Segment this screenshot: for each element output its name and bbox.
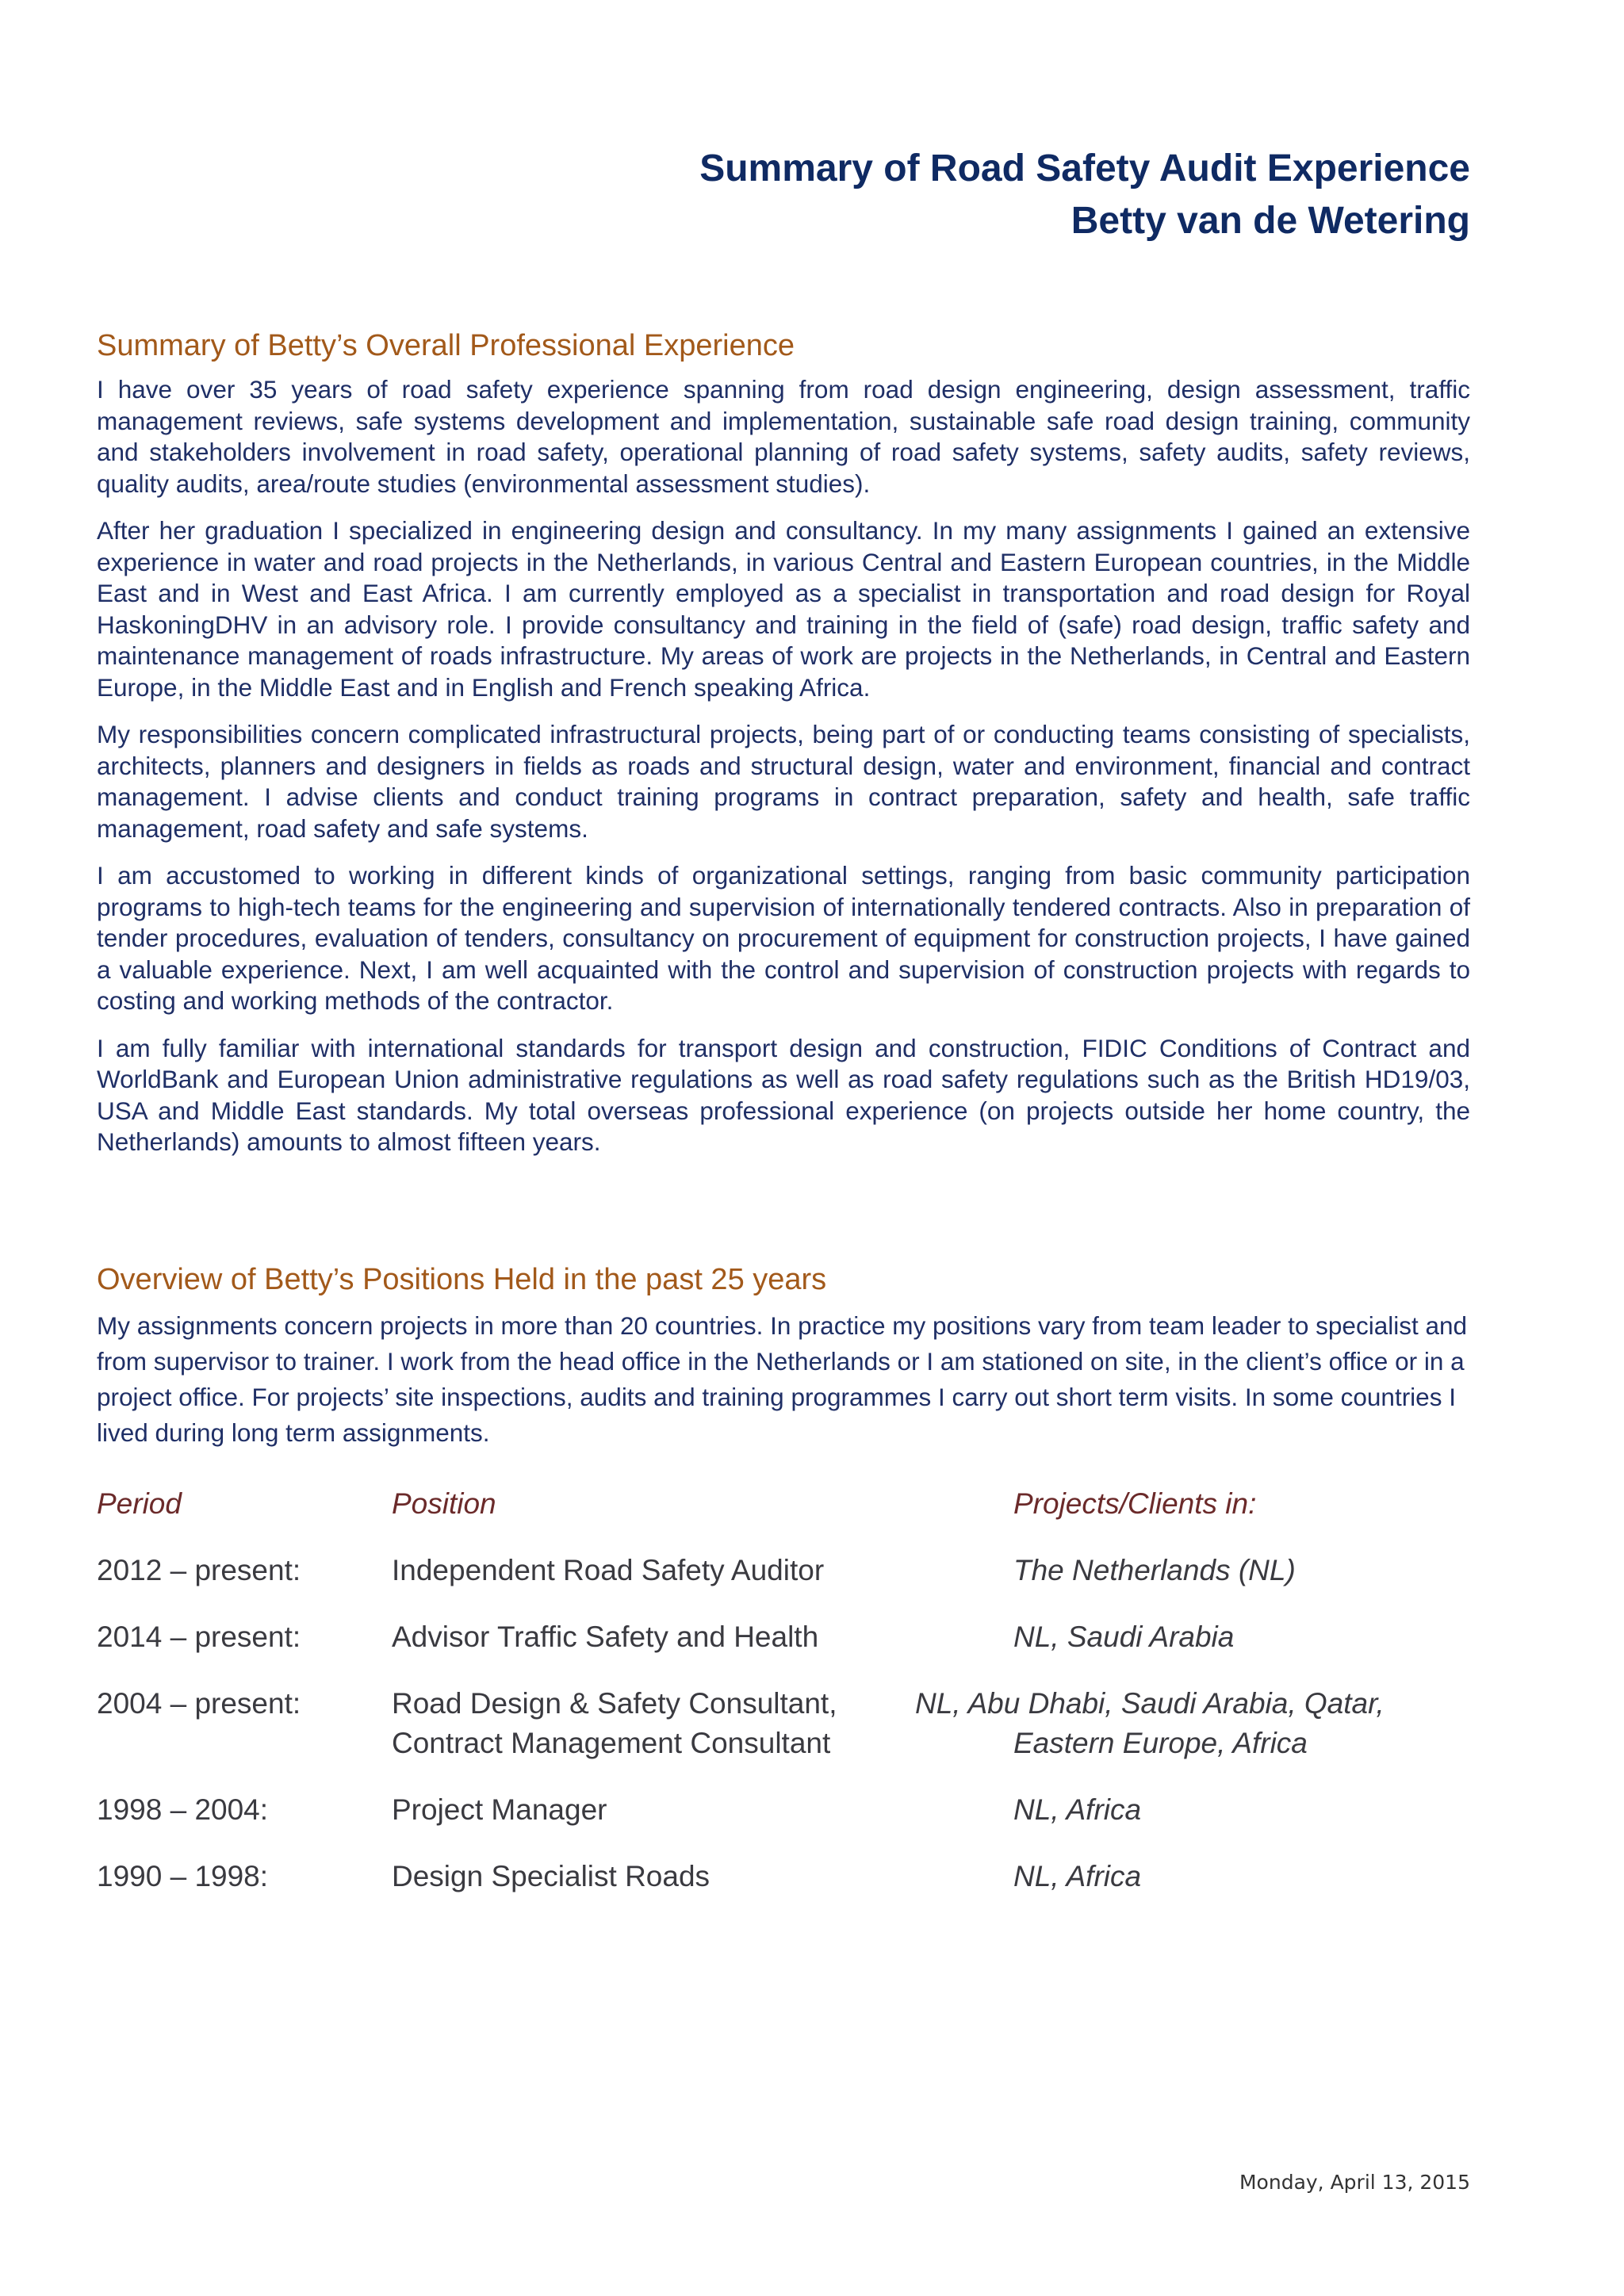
row-clients	[915, 1684, 1470, 1763]
row-clients-line: The Netherlands (NL)	[1013, 1554, 1296, 1586]
summary-section	[97, 327, 1470, 1174]
row-position	[392, 1551, 824, 1590]
row-clients	[915, 1617, 1470, 1657]
summary-paragraph: I am accustomed to working in different kinds of organizational settings, ranging from basic community participation programs to high-tech teams for the engineering and supervision of internationally tendered contracts. Also in preparation of tender procedures, evaluation of tenders, consultancy on procurement of equipment for construction projects, I have gained a valuable experience. Next, I am well acquainted with the control and supervision of construction projects with regards to costing and working methods of the contractor.	[97, 861, 1470, 1015]
row-clients	[915, 1790, 1470, 1830]
header-position: Position	[392, 1487, 496, 1520]
title-line-2: Betty van de Wetering	[1071, 200, 1470, 242]
row-position-line: Advisor Traffic Safety and Health	[392, 1621, 819, 1653]
summary-paragraph: My responsibilities concern complicated infrastructural projects, being part of or conducting teams consisting of specialists, architects, planners and designers in fields as roads and structural design, water and environment, financial and contract management. I advise clients and conduct training programs in contract preparation, safety and health, safe traffic management, road safety and safe systems.	[97, 720, 1470, 843]
row-clients-line: Eastern Europe, Africa	[1013, 1727, 1308, 1759]
row-position-line: Contract Management Consultant	[392, 1727, 831, 1759]
summary-heading: Summary of Betty’s Overall Professional Experience	[97, 329, 795, 362]
header-clients	[915, 1484, 1470, 1524]
row-position-line: Design Specialist Roads	[392, 1860, 710, 1892]
summary-paragraph: After her graduation I specialized in engineering design and consultancy. In my many assignments I gained an extensive experience in water and road projects in the Netherlands, in various Central and Eastern European countries, in the Middle East and in West and East Africa. I am currently employed as a specialist in transportation and road design for Royal HaskoningDHV in an advisory role. I provide consultancy and training in the field of (safe) road design, traffic safety and maintenance management of roads infrastructure. My areas of work are projects in the Netherlands, in Central and Eastern Europe, in the Middle East and in English and French speaking Africa.	[97, 516, 1470, 702]
row-position-line: Independent Road Safety Auditor	[392, 1554, 825, 1586]
row-clients-line: NL, Africa	[1013, 1860, 1142, 1892]
row-position	[392, 1857, 710, 1896]
row-period: 2004 – present:	[97, 1687, 301, 1720]
summary-paragraph: I have over 35 years of road safety experience spanning from road design engineering, design assessment, traffic management reviews, safe systems development and implementation, sustainable safe road design training, community and stakeholders involvement in road safety, operational planning of road safety systems, safety audits, safety reviews, quality audits, area/route studies (environmental assessment studies).	[97, 375, 1470, 498]
row-position	[392, 1617, 818, 1657]
footer-date: Monday, April 13, 2015	[1239, 2171, 1470, 2194]
row-position	[392, 1684, 837, 1763]
row-period: 1998 – 2004:	[97, 1793, 269, 1826]
table-row	[97, 1684, 1470, 1790]
row-period: 2012 – present:	[97, 1554, 301, 1586]
row-period: 1990 – 1998:	[97, 1860, 269, 1892]
header-clients-label: Projects/Clients in:	[1013, 1487, 1257, 1520]
row-position-line: Road Design & Safety Consultant,	[392, 1687, 837, 1720]
summary-paragraph: I am fully familiar with international standards for transport design and construction, FIDIC Conditions of Contract and WorldBank and European Union administrative regulations as well as road safety regulations such as the British HD19/03, USA and Middle East standards. My total overseas professional experience (on projects outside her home country, the Netherlands) amounts to almost fifteen years.	[97, 1033, 1470, 1156]
row-clients-line: NL, Abu Dhabi, Saudi Arabia, Qatar,	[915, 1687, 1385, 1720]
title-line-1: Summary of Road Safety Audit Experience	[699, 147, 1470, 189]
document-title	[699, 143, 1470, 247]
header-period: Period	[97, 1487, 182, 1520]
row-clients-line: NL, Africa	[1013, 1793, 1142, 1826]
row-position-line: Project Manager	[392, 1793, 607, 1826]
overview-intro: My assignments concern projects in more than 20 countries. In practice my positions vary from team leader to specialist and from supervisor to trainer. I work from the head office in the Netherlands or I am stationed on site, in the client’s office or in a project office. For projects’ site inspections, audits and training programmes I carry out short term visits. In some countries I lived during long term assignments.	[97, 1311, 1468, 1447]
table-row	[97, 1617, 1470, 1684]
table-row	[97, 1790, 1470, 1857]
row-clients	[915, 1551, 1470, 1590]
row-clients-line: NL, Saudi Arabia	[1013, 1621, 1235, 1653]
row-period: 2014 – present:	[97, 1621, 301, 1653]
overview-section	[97, 1261, 1470, 1467]
positions-header-row	[97, 1484, 1470, 1551]
positions-table	[97, 1484, 1470, 1923]
row-position	[392, 1790, 607, 1830]
table-row	[97, 1551, 1470, 1617]
row-clients	[915, 1857, 1470, 1896]
table-row	[97, 1857, 1470, 1923]
overview-heading: Overview of Betty’s Positions Held in the past 25 years	[97, 1263, 827, 1296]
